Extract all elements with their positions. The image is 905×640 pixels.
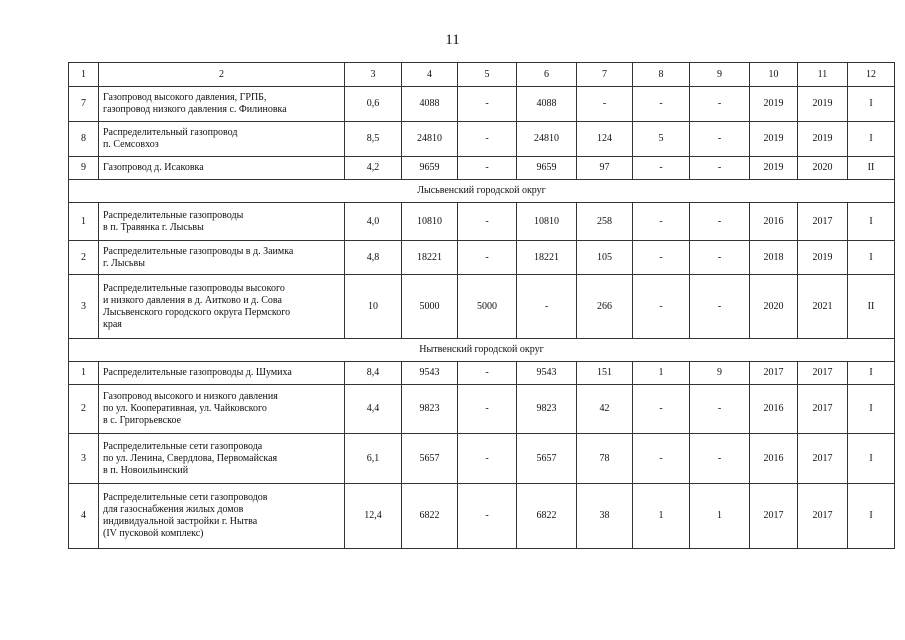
table-cell: 9 xyxy=(690,362,750,385)
table-cell: 1 xyxy=(690,484,750,549)
table-cell: 2018 xyxy=(750,241,798,275)
table-cell: 4088 xyxy=(517,87,577,122)
table-body xyxy=(69,63,895,549)
table-cell: 2016 xyxy=(750,203,798,241)
section-title: Нытвенский городской округ xyxy=(69,339,895,362)
table-cell: 4,2 xyxy=(345,157,402,180)
table-header-row xyxy=(69,63,895,87)
header-cell: 7 xyxy=(577,63,633,87)
table-cell: - xyxy=(517,275,577,339)
row-number-cell: 9 xyxy=(69,157,99,180)
table-cell: 2017 xyxy=(798,434,848,484)
table-cell: 2017 xyxy=(798,385,848,434)
table-cell: 2019 xyxy=(750,157,798,180)
header-cell: 6 xyxy=(517,63,577,87)
table-cell: 2021 xyxy=(798,275,848,339)
table-cell: - xyxy=(458,87,517,122)
table-cell: 5000 xyxy=(402,275,458,339)
header-cell: 11 xyxy=(798,63,848,87)
table-cell: - xyxy=(633,87,690,122)
row-number-cell: 1 xyxy=(69,203,99,241)
table-cell: 6,1 xyxy=(345,434,402,484)
table-cell: - xyxy=(458,484,517,549)
table-cell: 10 xyxy=(345,275,402,339)
page-number: 11 xyxy=(445,32,460,48)
header-cell: 1 xyxy=(69,63,99,87)
object-name-cell: Распределительные газопроводы в п. Травянка г. Лысьвы xyxy=(99,203,345,241)
table-row xyxy=(69,385,895,434)
header-cell: 5 xyxy=(458,63,517,87)
table-cell: 1 xyxy=(633,484,690,549)
table-cell: - xyxy=(577,87,633,122)
table-cell: - xyxy=(690,434,750,484)
table-row xyxy=(69,241,895,275)
table-cell: 2019 xyxy=(750,122,798,157)
table-cell: 2017 xyxy=(750,362,798,385)
object-name-cell: Газопровод д. Исаковка xyxy=(99,157,345,180)
table-cell: 2016 xyxy=(750,434,798,484)
object-name-cell: Распределительные газопроводы д. Шумиха xyxy=(99,362,345,385)
table-cell: - xyxy=(458,362,517,385)
table-cell: 6822 xyxy=(517,484,577,549)
object-name-cell: Распределительные газопроводы в д. Заимка г. Лысьвы xyxy=(99,241,345,275)
table-cell: - xyxy=(690,122,750,157)
table-cell: - xyxy=(633,203,690,241)
table-cell: 8,4 xyxy=(345,362,402,385)
table-cell: II xyxy=(848,275,895,339)
table-cell: 8,5 xyxy=(345,122,402,157)
table-row xyxy=(69,122,895,157)
header-cell: 12 xyxy=(848,63,895,87)
table-cell: - xyxy=(633,434,690,484)
table-row xyxy=(69,203,895,241)
table-cell: - xyxy=(633,157,690,180)
table-cell: 1 xyxy=(633,362,690,385)
header-cell: 3 xyxy=(345,63,402,87)
table-cell: - xyxy=(458,122,517,157)
table-cell: 5 xyxy=(633,122,690,157)
row-number-cell: 8 xyxy=(69,122,99,157)
table-cell: 2016 xyxy=(750,385,798,434)
table-cell: 2020 xyxy=(798,157,848,180)
row-number-cell: 4 xyxy=(69,484,99,549)
row-number-cell: 3 xyxy=(69,275,99,339)
table-row xyxy=(69,87,895,122)
table-cell: 151 xyxy=(577,362,633,385)
object-name-cell: Газопровод высокого и низкого давления по ул. Кооперативная, ул. Чайковского в с. Григорьевское xyxy=(99,385,345,434)
table-cell: 9659 xyxy=(402,157,458,180)
table-cell: 12,4 xyxy=(345,484,402,549)
table-cell: 2020 xyxy=(750,275,798,339)
table-cell: 18221 xyxy=(517,241,577,275)
table-cell: 38 xyxy=(577,484,633,549)
table-cell: - xyxy=(690,385,750,434)
table-cell: 2019 xyxy=(798,122,848,157)
table-cell: 2019 xyxy=(798,87,848,122)
table-cell: 2019 xyxy=(798,241,848,275)
gas-pipeline-table xyxy=(68,62,895,549)
row-number-cell: 1 xyxy=(69,362,99,385)
header-cell: 9 xyxy=(690,63,750,87)
table-cell: 9543 xyxy=(517,362,577,385)
table-cell: 4,4 xyxy=(345,385,402,434)
table-cell: 124 xyxy=(577,122,633,157)
table-cell: - xyxy=(458,241,517,275)
table-cell: 78 xyxy=(577,434,633,484)
table-cell: 24810 xyxy=(517,122,577,157)
row-number-cell: 2 xyxy=(69,385,99,434)
section-header-row xyxy=(69,180,895,203)
table-cell: 2017 xyxy=(798,203,848,241)
table-cell: - xyxy=(458,203,517,241)
table-cell: 5657 xyxy=(402,434,458,484)
table-cell: 2017 xyxy=(750,484,798,549)
section-title: Лысьвенский городской округ xyxy=(69,180,895,203)
table-cell: 42 xyxy=(577,385,633,434)
table-cell: - xyxy=(633,385,690,434)
table-cell: 4,0 xyxy=(345,203,402,241)
table-cell: I xyxy=(848,87,895,122)
header-cell: 10 xyxy=(750,63,798,87)
object-name-cell: Газопровод высокого давления, ГРПБ, газопровод низкого давления с. Филиновка xyxy=(99,87,345,122)
table-cell: 6822 xyxy=(402,484,458,549)
table-cell: 5000 xyxy=(458,275,517,339)
table-cell: 4,8 xyxy=(345,241,402,275)
header-cell: 2 xyxy=(99,63,345,87)
table-cell: 9823 xyxy=(402,385,458,434)
table-cell: I xyxy=(848,385,895,434)
table-cell: 10810 xyxy=(402,203,458,241)
table-cell: I xyxy=(848,241,895,275)
table-cell: - xyxy=(690,157,750,180)
table-cell: 4088 xyxy=(402,87,458,122)
section-header-row xyxy=(69,339,895,362)
table-row xyxy=(69,275,895,339)
table-cell: 266 xyxy=(577,275,633,339)
object-name-cell: Распределительные сети газопровода по ул. Ленина, Свердлова, Первомайская в п. Новоильинский xyxy=(99,434,345,484)
table-cell: 97 xyxy=(577,157,633,180)
object-name-cell: Распределительные сети газопроводов для газоснабжения жилых домов индивидуальной застройки г. Нытва (IV пусковой комплекс) xyxy=(99,484,345,549)
table-cell: 18221 xyxy=(402,241,458,275)
object-name-cell: Распределительный газопровод п. Семсовхоз xyxy=(99,122,345,157)
row-number-cell: 2 xyxy=(69,241,99,275)
table-cell: I xyxy=(848,362,895,385)
table-cell: - xyxy=(690,203,750,241)
header-cell: 8 xyxy=(633,63,690,87)
table-cell: - xyxy=(458,434,517,484)
table-cell: - xyxy=(458,385,517,434)
table-cell: - xyxy=(458,157,517,180)
table-cell: 9823 xyxy=(517,385,577,434)
object-name-cell: Распределительные газопроводы высокого и низкого давления в д. Аитково и д. Сова Лысьвенского городского округа Пермского края xyxy=(99,275,345,339)
table-row xyxy=(69,157,895,180)
table-row xyxy=(69,362,895,385)
table-cell: 2017 xyxy=(798,484,848,549)
header-cell: 4 xyxy=(402,63,458,87)
table-row xyxy=(69,434,895,484)
row-number-cell: 3 xyxy=(69,434,99,484)
table-cell: - xyxy=(633,275,690,339)
table-cell: 258 xyxy=(577,203,633,241)
row-number-cell: 7 xyxy=(69,87,99,122)
table-cell: - xyxy=(690,275,750,339)
table-cell: 10810 xyxy=(517,203,577,241)
table-cell: 5657 xyxy=(517,434,577,484)
table-cell: 2017 xyxy=(798,362,848,385)
table-cell: 9543 xyxy=(402,362,458,385)
table-row xyxy=(69,484,895,549)
table-cell: II xyxy=(848,157,895,180)
table-cell: 0,6 xyxy=(345,87,402,122)
table-cell: I xyxy=(848,203,895,241)
table-cell: - xyxy=(633,241,690,275)
table-cell: - xyxy=(690,87,750,122)
table-cell: 2019 xyxy=(750,87,798,122)
table-cell: 9659 xyxy=(517,157,577,180)
table-cell: I xyxy=(848,122,895,157)
table-cell: I xyxy=(848,484,895,549)
table-cell: 105 xyxy=(577,241,633,275)
table-cell: 24810 xyxy=(402,122,458,157)
table-cell: I xyxy=(848,434,895,484)
table-cell: - xyxy=(690,241,750,275)
